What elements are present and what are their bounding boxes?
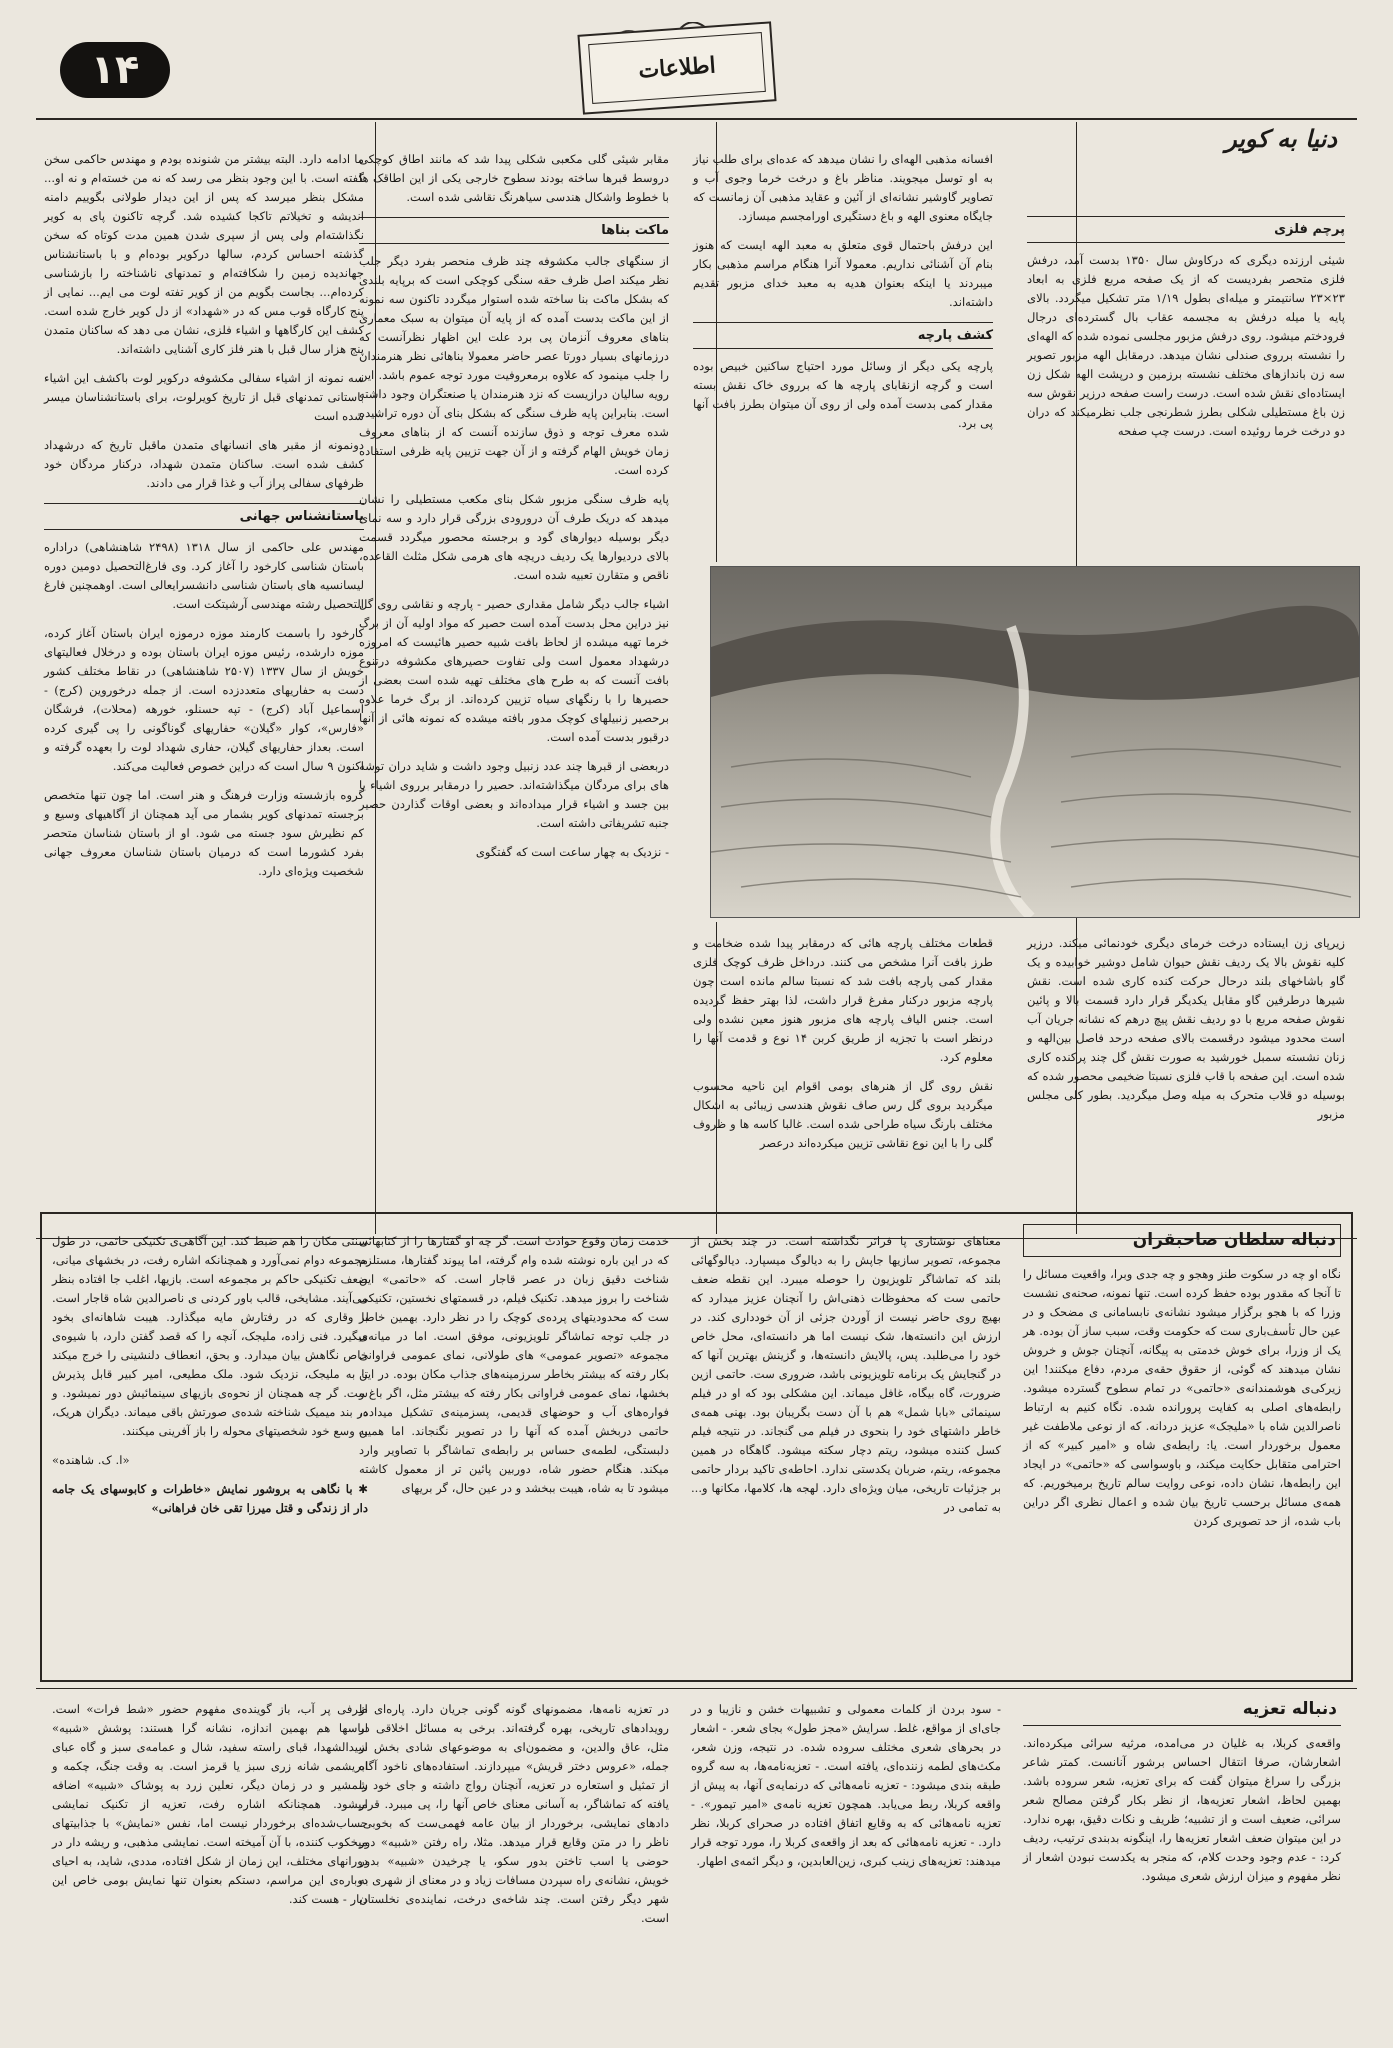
column-1-continued — [1027, 934, 1345, 1134]
desert-landscape-icon — [711, 567, 1359, 917]
film-review-column-4 — [52, 1232, 368, 1528]
film-review-column-2 — [691, 1232, 1001, 1527]
article-paragraph: - سود بردن از کلمات معمولی و تشبیهات خشن و نازیبا و در جای‌ای از مواقع، غلط. سرایش «مجز طول» بجای شعر. - اشعار در بحرهای شعری مختلف سروده شده. در نتیجه، وزن شعر، مکث‌های لطمه زننده‌ای، یافته است. - تعزیه‌نامه‌ها، به سه گروه طبقه بندی میشود: - تعزیه نامه‌هائی که درنمایه‌ی آنها، به پیش از واقعه کربلا، ربط می‌یابد. همچون تعزیه نامه‌ی «امیر تیمور». - تعزیه نامه‌هائی که به وقایع اتفاق افتاده در صحرای کربلا، نظر دارد. - تعزیه نامه‌هائی که بعد از واقعه‌ی کربلا را، مورد توجه قرار میدهند: تعزیه‌های زینب کبری، زین‌العابدین، و دیگر ائمه‌ی اطهار. — [691, 1702, 1001, 1868]
column-3 — [359, 150, 669, 872]
newspaper-logo — [577, 21, 776, 114]
tazieh-column-1 — [1023, 1694, 1341, 1896]
section-divider — [36, 1688, 1357, 1689]
film-review-column-1 — [1023, 1224, 1341, 1541]
article-paragraph: نگاه او چه در سکوت طنز وهجو و چه جدی وبرا، واقعیت مسائل را تا آنجا که مقدور بوده حفظ کرده است. تنها نمونه، صحنه‌ی نشست وزرا که با هجو برگزار میشود نشانه‌ی نابسامانی ی مضحک و در عین حال تأسف‌باری ست که حکومت وقت، سبب ساز آن بوده. هر یک از وزرا، برای خوش خدمتی به پیگانه، آنچنان جوش و خروش نشان میدهند که گوئی، از حقوق حقه‌ی مردم، دفاع میکنند! این زیرکی‌ی هوشمندانه‌ی «حاتمی» در تمام سطوح گسترده میشود. رابطه‌های اصلی به کفایت پرورانده شده. نگاه کنیم به ارتباط ناصرالدین شاه با «ملیجک» عزیز دردانه. که از نوعی ملاطفت غیر معمول برخوردار است. یا: رابطه‌ی شاه و «امیر کبیر» که از احترامی متقابل حکایت میکند، و باوسواسی که «حاتمی» در ایجاد این رابطه‌ها، نشان داده، نوعی روایت سالم تاریخ برمیخوریم. که همه‌ی مسائل برحسب تاریخ بیان شده و اعمال نظری اگر دراین باب شده، از حد تصویری کردن — [1023, 1267, 1341, 1528]
section-heading: باستانشناس جهانی — [44, 503, 364, 530]
section-heading: پرچم فلزی — [1027, 216, 1345, 243]
page-number-badge — [60, 42, 170, 98]
column-1 — [1027, 210, 1345, 451]
tazieh-column-2 — [691, 1700, 1001, 1881]
article-paragraph: مقابر شیئی گلی مکعبی شکلی پیدا شد که مانند اطاق کوچکی دروسط قبرها ساخته بودند سطوح خارجی یکی از این اطاقک ها با خطوط واشکال هندسی سیاهرنگ نقاشی شده است. — [359, 152, 669, 204]
tazieh-column-4 — [52, 1700, 368, 1919]
article-title: دنباله سلطان صاحبقران — [1023, 1224, 1341, 1257]
film-review-column-3 — [359, 1232, 669, 1508]
article-paragraph: پارچه یکی دیگر از وسائل مورد احتیاج ساکنین خبیص بوده است و گرچه ازنقابای پارچه ها که برروی خاک نقش بسته مقدار کمی بدست آمده ولی از روی آن میتوان بطرز بافت آنها پی برد. — [693, 359, 993, 430]
tazieh-column-3 — [359, 1700, 669, 1938]
section-heading: ماکت بناها — [359, 217, 669, 244]
article-paragraph: در تعزیه نامه‌ها، مضمونهای گونه گونی جریان دارد. پاره‌ای از رویدادهای تاریخی، بهره گرفته‌اند. برخی به مسائل اخلاقی در مثل، عاق والدین، و مضمون‌ای به موضوعهای شادی بخش از جمله، «عروس دختر قریش» میپردازند. استفاده‌های ناخود آگاه از تمثیل و استعاره در تعزیه، آنچنان رواج داشته و جای خود را یافته که تماشاگر، به آسانی معنای خاص آنها را، پی میبرد. قرار دادهای نمایشی، برخوردار از بیان عامه فهمی‌ست که بخوبی، ناظر را در متن وقایع قرار میدهد. مثلا، راه رفتن «شبیه» دور حوضی یا اسب تاختن بدور سکو، یا چرخیدن «شبیه» بدور خویش، نشانه‌ی راه سپردن مسافات زیاد و در معنای از شهری به شهر دیگر رفتن است. چند شاخه‌ی درخت، نماینده‌ی نخلستان است. — [359, 1702, 669, 1925]
page-number: ۱۴ — [90, 47, 140, 93]
desert-photo — [710, 566, 1360, 918]
column-2-continued — [693, 934, 993, 1163]
article-paragraph: از سنگهای جالب مکشوفه چند ظرف منحصر بفرد دیگر جلب نظر میکند اصل ظرف حقه سنگی کوچکی است که برپایه بلندی که بشکل ماکت بنا ساخته شده استوار میگردد تاکنون سه نمونه از این ماکت بدست آمده که از پایه آن میتوان به سبک معماری بناهای معروف آنزمان پی برد علت این اظهار نظرآنست که درزمانهای بسیار دورتا عصر حاضر معمولا بناهائی نظر هنرمندان را جلب مینمود که علاوه برمعروفیت مورد توجه عموم باشد. این رویه سالیان درازیست که نزد هنرمندان یا صنعتگران وجود داشته است. بنابراین پایه ظرف سنگی که بشکل بنای آن دوره تراشیده شده معرف توجه و ذوق سازنده آنست که از بناهای معروف زمان خویش الهام گرفته و از آن جهت تزیین پایه ظرفی استفاده کرده است. — [359, 254, 669, 477]
header-rule — [36, 118, 1357, 120]
photo-caption: سه نمونه از اشیاء سفالی مکشوفه درکویر لوت باکشف این اشیاء باستانی تمدنهای قبل از تاریخ کویرلوت، برای باستانشناسان میسر شده است — [44, 371, 364, 423]
photo-caption: دونمونه از مقبر های انسانهای متمدن ماقبل تاریخ که درشهداد کشف شده است. ساکنان متمدن شهداد، درکنار مردگان خود ظرفهای سفالی پراز آب و غذا قرار می دادند. — [44, 438, 364, 490]
article-paragraph: ظرفی پر آب، باز گوینده‌ی مفهوم حضور «شط فرات» است. لباسها هم بهمین اندازه، نشانه گرا هستند: پوشش «شبیه» سیدالشهدا، قبای راسته سفید، شال و عمامه‌ی سبز و گاه عبای ابریشمی شانه زری سبز یا قرمز است. به وقت جنگ، چکمه و شمشیر و در زمان دیگر، نعلین زرد به پوشاک «شبیه» اضافه میشود. همچنانکه اشاره رفت، تعزیه از تکنیک نمایشی حساب‌شده‌ای برخوردار نیست اما، نفس «نمایش» با جذابیتهای میخکوب کننده، با آن آمیخته است. نمایشی مذهبی، و ریشه دار در دورانهای مختلف، این زمان از شکل افتاده، مددی، شاید، به احیای دوباره‌ی این مراسم، دستکم بعنوان تنها نمایش بومی خاص این دیار - هست کند. — [52, 1702, 368, 1906]
article-paragraph: زیرپای زن ایستاده درخت خرمای دیگری خودنمائی میکند. درزیر کلیه نقوش بالا یک ردیف نقش حیوان شامل دوشیر خوابیده و یک گاو باشاخهای بلند درحال حرکت کنده کاری شده است. نقش شیرها درطرفین گاو مقابل یکدیگر قرار دارد قسمت بالا و پائین نقوش صفحه مربع با دو ردیف نقش پیچ درهم که نشانه جریان آب است محدود میشود درقسمت بالای صفحه درحد فاصل بین‌الهه و زنان نشسته سمبل خورشید به صورت نقش گل چند پرکنده کاری شده است. این صفحه با قاب فلزی نسبتا ضخیمی محصور شده که بوسیله دو قلاب متحرک به میله وصل میگردید. بطور کلی مجلس مزبور — [1027, 936, 1345, 1121]
column-4 — [44, 150, 364, 891]
article-paragraph: اشیاء جالب دیگر شامل مقداری حصیر - پارچه و نقاشی روی گل نیز دراین محل بدست آمده است حصیر که مواد اولیه آن از برگ خرما تهیه میشده از لحاظ بافت شبیه حصیر هائیست که امروزه درشهداد معمول است ولی تفاوت حصیرهای مکشوفه درتنوع بافت آنست که به طرح های مختلف تهیه شده است بعضی از حصیرها را با رنگهای سیاه تزیین کرده‌اند. از برگ خرما علاوه برحصیر زنبیلهای کوچک مدور بافته میشده که نمونه هائی از آنها درقبور بدست آمده است. — [359, 597, 669, 744]
article-paragraph: قطعات مختلف پارچه هائی که درمقابر پیدا شده ضخامت و طرز بافت آنرا مشخص می کنند. درداخل ظرف کوچک فلزی مقدار کمی پارچه بافت شد که نسبتا سالم مانده است چون پارچه مزبور درکنار مفرغ قرار داشت، لذا بهتر حفظ گردیده است. جنس الیاف پارچه های مزبور هنوز معین نشده ولی درنظر است با تجزیه از طریق کربن ۱۴ نوع و قدمت آنها را معلوم کرد. — [693, 936, 993, 1064]
article-paragraph: پایه ظرف سنگی مزبور شکل بنای مکعب مستطیلی را نشان میدهد که دریک طرف آن درورودی بزرگی قرار دارد و سه نمای دیگر بوسیله دیوارهای گود و برجسته محصور میگردد قسمت بالای دردیوارها یک ردیف دریچه های هرمی شکل مثلث القاعده، ناقص و متقارن تعبیه شده است. — [359, 492, 669, 582]
article-paragraph: کارخود را باسمت کارمند موزه درموزه ایران باستان آغاز کرده، موزه دارشده، رئیس موزه ایران باستان بوده و درخلال فعالیتهای خویش از سال ۱۳۳۷ (۲۵۰۷ شاهنشاهی) در نقاط مختلف کشور دست به حفاریهای متعددزده است. از جمله درخوروین (کرج) - اسماعیل آباد (کرج) - تپه حسنلو، خورهه (محلات)، فرشگان «فارس»، کوار «گیلان» حفاریهای گوناگونی را پی گیری کرده است. بعداز حفاریهای گیلان، حفاری شهداد لوت را بعهده گرفته و اکنون ۹ سال است که دراین خصوص فعالیت می‌کند. — [44, 626, 364, 773]
article-paragraph: سنتی مکان را هم ضبط کند. این آگاهی‌ی تکنیکی حاتمی، در طول مجموعه دوام نمی‌آورد و همچنانکه اشاره رفت، در بخشهای میانی، ضعف تکنیکی حاکم بر مجموعه است. بازیها، اغلب جا افتاده بنظر می‌آیند. مشایخی، قالب باور کردنی ی ناصرالدین شاه قاجار است. با وقاری که در رفتارش مایه میگذارد. هیبت شاهانه‌ای بخود میگیرد. فنی زاده، ملیجک، آنچه را که قصد گفتن دارد، با شیوه‌ی خاص نگاهش بیان میدارد. و بحق، انعطاف دلنشینی را خرج میکند تا به ملیجک، نزدیک شود. ملک مطیعی، امیر کبیر قابل پذیرش ست. گر چه همچنان از نحوه‌ی بازیهای سینمائیش دور نمیشود. و در بند میمیک شناخته شده‌ی صورتش باقی میماند. دیگران هریک، به وسع خود شخصیتهای محوله را باز آفرینی میکنند. — [52, 1234, 368, 1438]
article-paragraph: واقعه‌ی کربلا، به غلیان در می‌امده، مرثیه سرائی میکرده‌اند. اشعارشان، صرفا انتقال احساس برشور آنانست. کمتر شاعر بزرگی را سراغ میتوان گفت که برای تعزیه، شعر سروده باشد. بهمین لحاظ، اشعار تعزیه‌ها، از نظر بکار گرفتن مصالح شعر سرائی، ضعیف است و از تشبیه؛ ظریف و نکات دقیق، بهره ندارد. در این میتوان ضعف اشعار تعزیه‌ها را، اینگونه بدبندی ترتیب، ردیف کرد: - عدم وجود وحدت کلام، که منجر به یکدست نبودن اشعار از نظر مفهوم و میزان ارزش شعری میشود. — [1023, 1736, 1341, 1883]
article-paragraph: دربعضی از قبرها چند عدد زنبیل وجود داشت و شاید دران توشه های برای مردگان میگذاشته‌اند. حصیر را درمقابر برروی اشیاء یا بین جسد و اشیاء قرار میداده‌اند و بعضی اوقات گذاردن حصیر جنبه تشریفاتی داشته است. — [359, 759, 669, 830]
asterisk-icon: ✱ — [352, 1482, 368, 1496]
article-paragraph: خدمت زمان وقوع حوادث است. گر چه او گفتارها را از کتابهائی که در این باره نوشته شده وام گرفته، اما پیوند گفتارها، مستلزم شناخت دقیق زبان در عصر قاجار است. که «حاتمی» این شناخت را بروز میدهد. تکنیک فیلم، در قسمتهای نخستین، تکنیکی ست که محدودیتهای پرده‌ی کوچک را در نظر دارد. بهمین خاطر در جلب توجه تماشاگر تلویزیونی، موفق است. اما در میانه‌ی مجموعه «تصویر عمومی» های طولانی، نمای عمومی فراوانی بکار رفته که بیشتر بخاطر سرزمینه‌های جذاب مکان بوده. در این بخشها، نمای عمومی فراوانی بکار رفته که بیشتر مثل، اگر باغ و فواره‌های آب و حوضهای قدیمی، پسزمینه‌ی تشکیل میداده، حاتمی دربخش آمده که آنها را در تصویر نگنجاند. اما همین دلبستگی، لطمه‌ی حساس بر رابطه‌ی تماشاگر با تصاویر وارد میکند. هنگام حضور شاه، دوربین پائین تر از معمول کاشته میشود تا به شاه، هیبت ببخشد و در عین حال، گر بریهای — [359, 1234, 669, 1495]
article-paragraph: شیئی ارزنده دیگری که درکاوش سال ۱۳۵۰ بدست آمد، درفش فلزی متحصر بفردیست که از یک صفحه مربع فلزی به ابعاد ۲۳×۲۳ سانتیمتر و میله‌ای بطول ۱/۱۹ متر تشکیل میگردد. بالای پایه یا میله درفش به مجسمه عقاب بال گسترده‌ای درجال فرودختم میشود. روی درفش مزبور مجلسی نموده شده که الهه‌ای را نشسته برروی صندلی نشان میدهد. درمقابل الهه مزبور تصویر سه زن بانداز‌های مختلف نشسته برزمین و درپشت الهه شکل زن ایستاده‌ای نقش شده است. درست راست صفحه درزیر نقوش سه زن باغ مستطیلی شکلی بطرز شطرنجی جلب نظرمیکند که دران دو درخت خرما روئیده است. درست چپ صفحه — [1027, 253, 1345, 438]
article-paragraph: معناهای نوشتاری پا فراتر نگذاشته است. در چند بخش از مجموعه، تصویر سازیها جاپش را به دیالوگ میسپارد. دیالوگهائی بلند که تماشاگر تلویزیون را حوصله میبرد. این نقطه ضعف حاتمی ست که محفوظات ذهنی‌اش را آنچنان عزیز میدارد که بهیچ روی حاضر نیست از آوردن جزئی از آن خودداری کند. در ارزش این دانسته‌ها، شک نیست اما هر دانسته‌ای، محل خاص خود را می‌طلبد. پس، پالایش دانسته‌ها، و گزینش بهترین آنها که در گنجایش یک برنامه تلویزیونی باشد، ضروری ست. حاتمی ازین ضرورت، گاه بیگاه، غافل میماند. این مشکلی بود که او در فیلم سینمائی «بابا شمل» هم با آن دست بگریبان بود. بهنی همه‌ی خاطر داشتهای خود را بنحوی در فیلم می گنجاند. در نتیجه فیلم کسل کننده میشود، ریتم دچار سکته میشود. گاهگاه در همین مجموعه، ریتم، ضربان یکدستی ندارد. احاطه‌ی تاکید بردار حاتمی بر جزئیات تاریخی، میان ویژه‌ای دارد. لهجه ها، کلامها، مکانها و... به تمامی در — [691, 1234, 1001, 1514]
logo-text: اطلاعات — [637, 52, 717, 84]
section-title: دنیا به کویر — [1225, 124, 1337, 153]
article-paragraph: نقش روی گل از هنرهای بومی اقوام این ناحیه محسوب میگردید بروی گل رس صاف نقوش هندسی زیبائی به اشکال مختلف بارنگ سیاه طراحی شده است. غالبا کاسه ها و ظروف گلی را با این نوع نقاشی تزیین میکرده‌اند درعصر — [693, 1079, 993, 1150]
column-2 — [693, 150, 993, 443]
article-paragraph: - نزدیک به چهار ساعت است که گفتگوی — [475, 845, 669, 859]
article-paragraph: مهندس علی حاکمی از سال ۱۳۱۸ (۲۴۹۸ شاهنشاهی) دراداره باستان شناسی کارخود را آغاز کرد. وی فارغ‌التحصیل دومین دوره لیسانسیه های باستان شناسی دانشسرایعالی است. اوهمچنین فارغ التحصیل رشته مهندسی آرشیتکت است. — [44, 540, 364, 611]
author-signature: «ا. ک. شاهنده» — [52, 1453, 130, 1467]
section-heading: کشف پارچه — [693, 322, 993, 349]
article-paragraph: افسانه مذهبی الهه‌ای را نشان میدهد که عده‌ای برای طلب نیاز به او توسل میجویند. مناظر باغ و درخت خرما وجوی آب و تصاویر گاوشیر نشانه‌ای از آئین و عقاید مذهبی آن زمانست که جایگاه معنوی الهه و باغ دستگیری اورامجسم میسازد. — [693, 152, 993, 223]
photo-caption — [52, 1480, 368, 1518]
article-paragraph: این درفش باحتمال قوی متعلق به معبد الهه ایست که هنوز بنام آن آشنائی نداریم. معمولا آنرا هنگام مراسم مذهبی بکار میبردند یا اینکه بعنوان هدیه به معبد خدای مزبور تقدیم داشته‌اند. — [693, 238, 993, 309]
article-title: دنباله تعزیه — [1023, 1694, 1341, 1726]
article-paragraph: گروه بازشسته وزارت فرهنگ و هنر است. اما چون تنها متخصص برجسته تمدنهای کویر بشمار می آید همچنان از آگاهیهای وسیع و کم نظیرش سود جسته می شود. او از باستان شناسان متحصر بفرد کشورما است که درمیان باستان شناسان معروف جهانی شخصیت ویژه‌ای دارد. — [44, 788, 364, 878]
article-paragraph: ما ادامه دارد. البته بیشتر من شنونده بودم و مهندس حاکمی سخن گفته است. با این وجود بنظر می رسد که نه من خسته‌ام و نه او... مشکل بنظر میرسد که پس از این دیدار طولانی بگوییم دامنه اندیشه و تخیلاتم تاکجا کشیده شد. گرچه تاکنون پای به کویر نگذاشته‌ام ولی پس از سپری شدن همین مدت کوتاه که سخن گذشته احساس کردم، سالها درکویر بوده‌ام و با باستانشناس جهاندیده زمین را شکافته‌ام و تمدنهای ناشناخته را بازشناسی کرده‌ام... بجاست بگویم من از کویر تفته لوت می ایم... نمایی از پنج کارگاه قوب مس که در «شهداد» از دل کویر خارج شده است. کشف این کارگاهها و اشیاء فلزی، نشان می دهد که ساکنان متمدن پنج هزار سال قبل با هنر فلز کاری آشنایی داشته‌اند. — [44, 152, 364, 356]
caption-text: با نگاهی به بروشور نمایش «خاطرات و کابوسهای یک جامه دار از زندگی و قتل میرزا تقی خان فراهانی» — [52, 1482, 368, 1515]
